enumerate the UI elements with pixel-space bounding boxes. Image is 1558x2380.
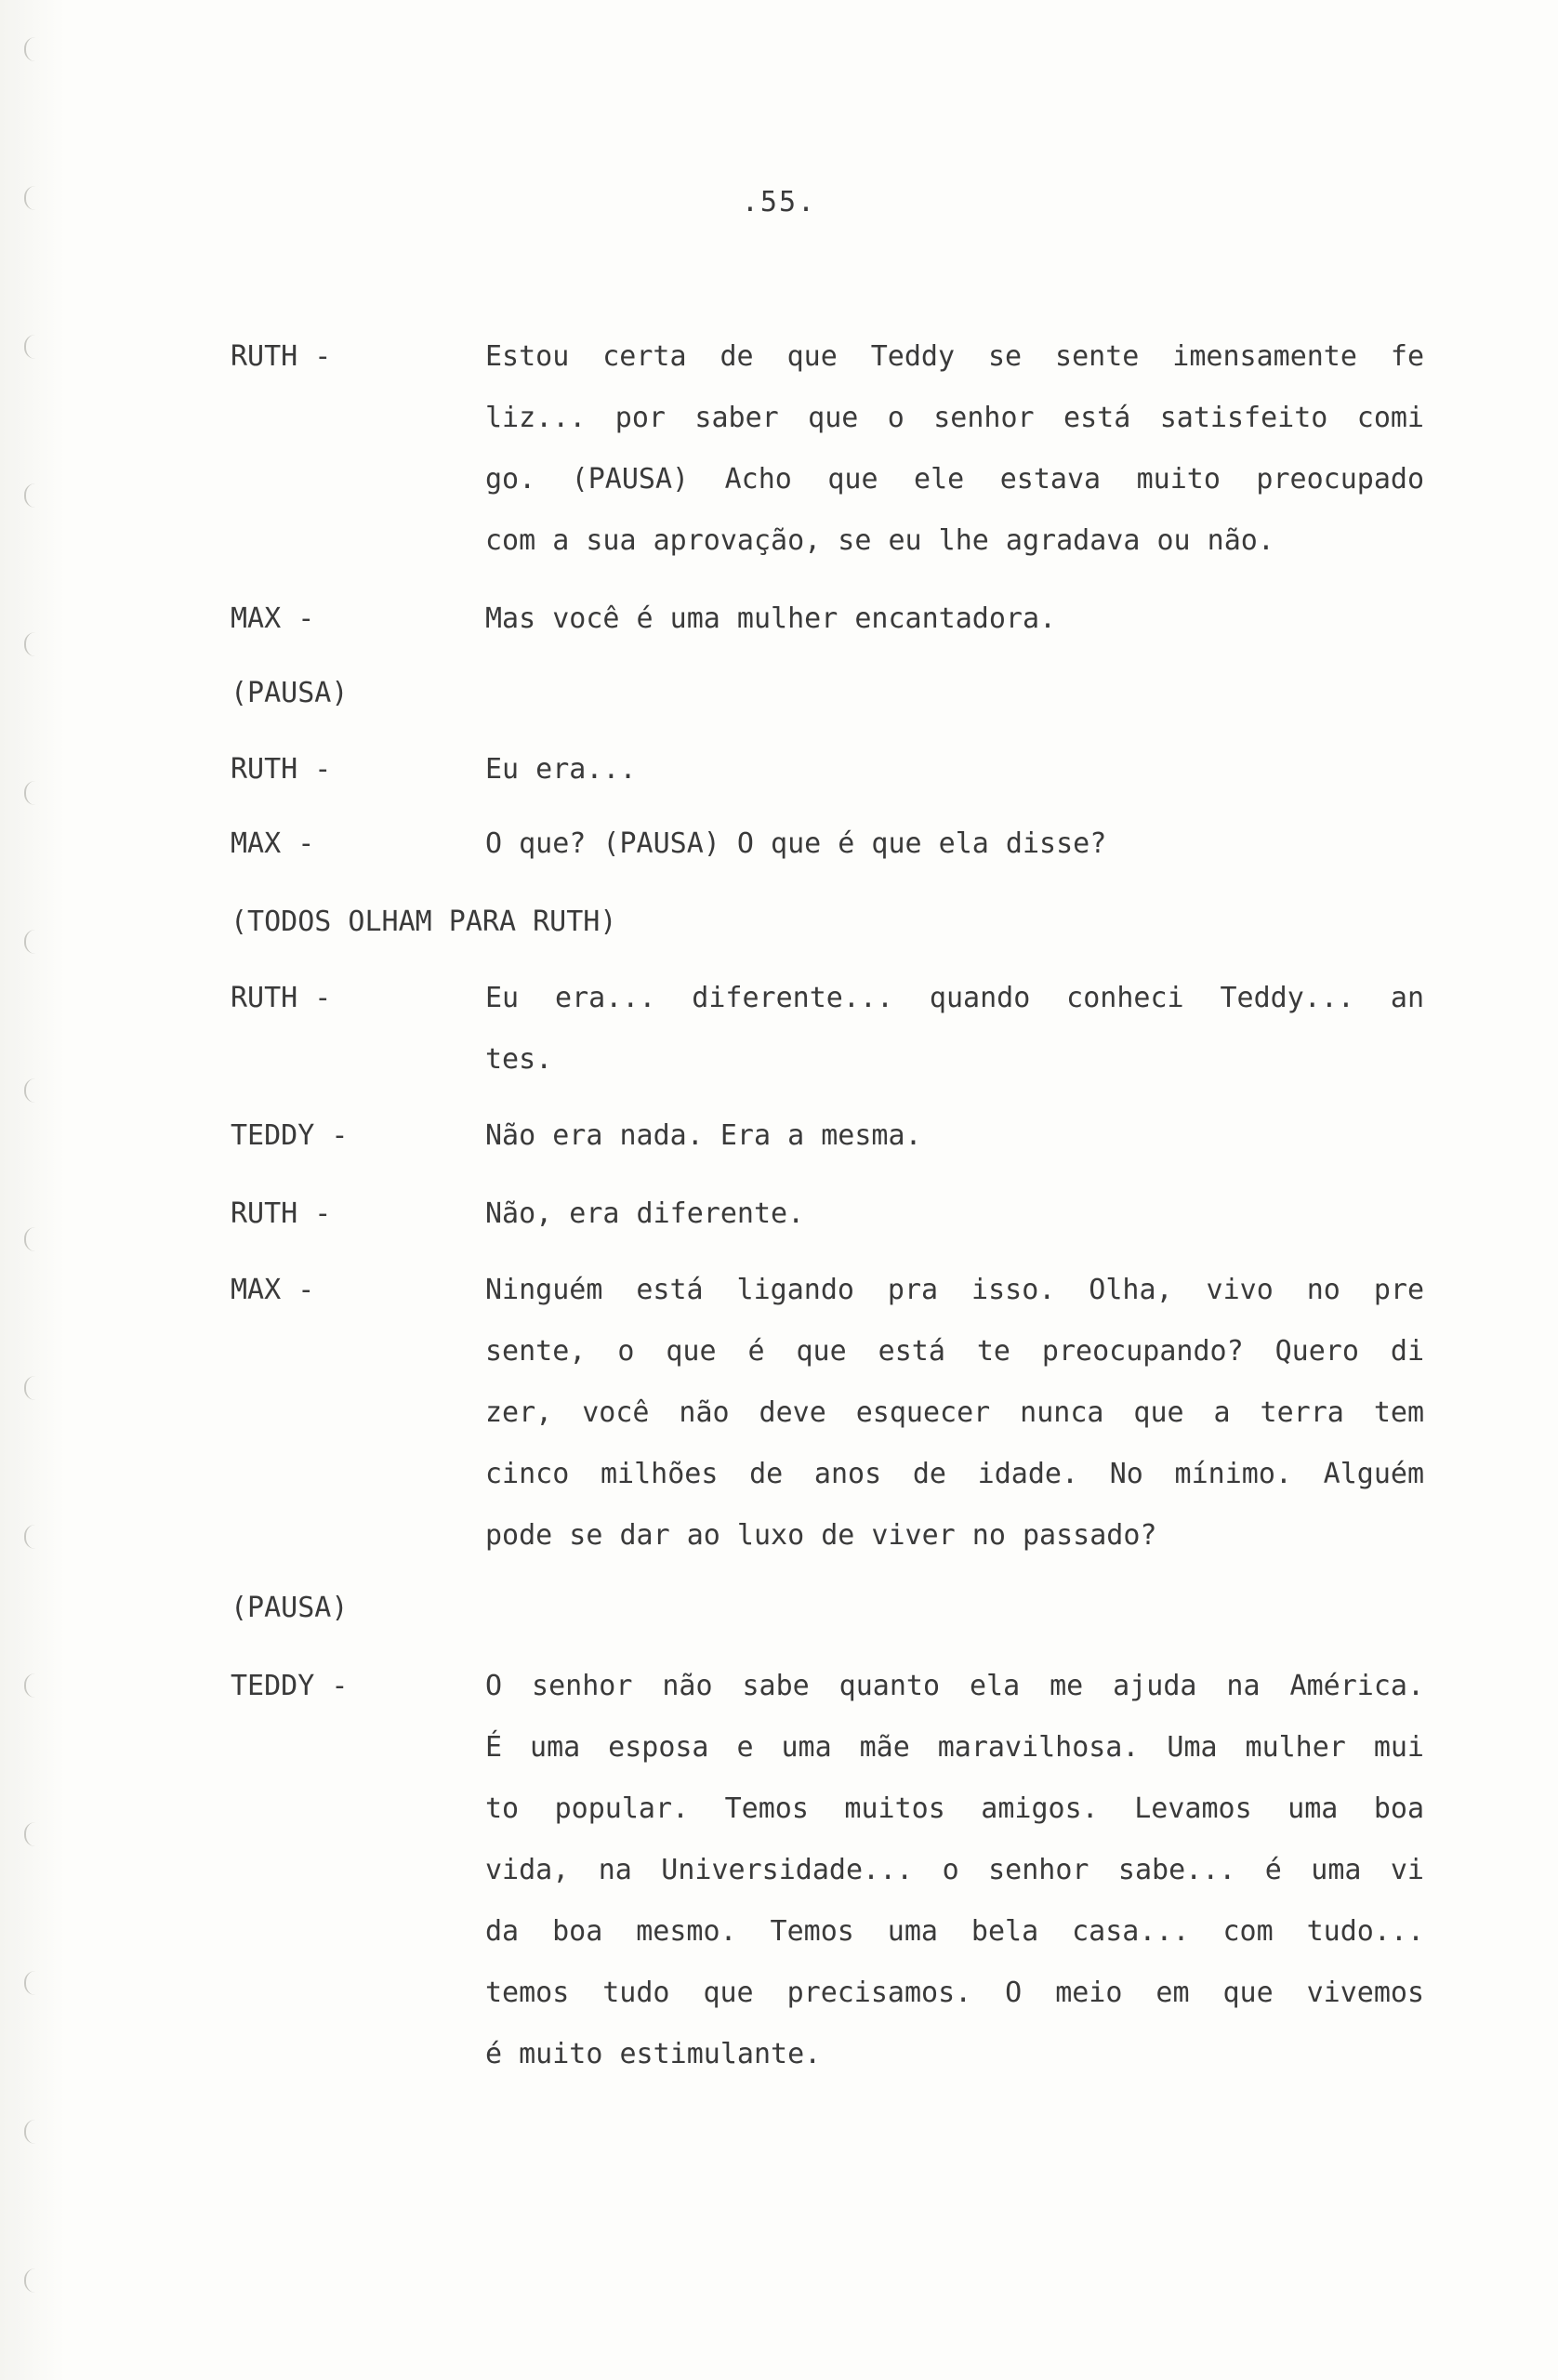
speaker-max: MAX - [231,1274,315,1306]
page-number: .55. [741,186,817,218]
dialogue-line: Eu era... diferente... quando conheci Teddy... an [485,982,1424,1014]
stage-direction: (PAUSA) [231,1592,349,1624]
dialogue-line: liz... por saber que o senhor está satisfeito comi [485,402,1424,434]
dialogue-line: Não era nada. Era a mesma. [485,1119,922,1152]
dialogue-line: Eu era... [485,753,637,786]
dialogue-line: Mas você é uma mulher encantadora. [485,602,1057,635]
binding-ring [24,37,39,61]
dialogue-line: cinco milhões de anos de idade. No mínimo. Alguém [485,1458,1424,1490]
binding-margin [0,0,65,2380]
binding-ring [24,1376,39,1400]
dialogue-line: É uma esposa e uma mãe maravilhosa. Uma mulher mui [485,1731,1424,1764]
speaker-ruth: RUTH - [231,1197,332,1230]
binding-ring [24,2268,39,2293]
dialogue-line: temos tudo que precisamos. O meio em que vivemos [485,1977,1424,2009]
binding-ring [24,632,39,656]
binding-ring [24,1971,39,1995]
speaker-teddy: TEDDY - [231,1119,349,1152]
dialogue-line: O que? (PAUSA) O que é que ela disse? [485,827,1107,860]
binding-ring [24,930,39,954]
dialogue-line: Estou certa de que Teddy se sente imensamente fe [485,340,1424,373]
binding-ring [24,2120,39,2144]
speaker-max: MAX - [231,602,315,635]
dialogue-line: tes. [485,1043,553,1076]
stage-direction: (TODOS OLHAM PARA RUTH) [231,906,617,938]
dialogue-line: to popular. Temos muitos amigos. Levamos uma boa [485,1792,1424,1825]
stage-direction: (PAUSA) [231,677,349,709]
dialogue-line: pode se dar ao luxo de viver no passado? [485,1519,1157,1552]
binding-ring [24,335,39,359]
speaker-ruth: RUTH - [231,340,332,373]
binding-ring [24,781,39,805]
binding-ring [24,1673,39,1698]
speaker-teddy: TEDDY - [231,1670,349,1702]
dialogue-line: Ninguém está ligando pra isso. Olha, vivo no pre [485,1274,1424,1306]
binding-ring [24,483,39,508]
dialogue-line: vida, na Universidade... o senhor sabe... é uma vi [485,1854,1424,1886]
dialogue-line: com a sua aprovação, se eu lhe agradava ou não. [485,524,1274,557]
dialogue-line: zer, você não deve esquecer nunca que a terra tem [485,1396,1424,1429]
dialogue-line: go. (PAUSA) Acho que ele estava muito preocupado [485,463,1424,496]
dialogue-line: é muito estimulante. [485,2038,822,2070]
dialogue-line: Não, era diferente. [485,1197,805,1230]
dialogue-line: sente, o que é que está te preocupando? Quero di [485,1335,1424,1368]
speaker-ruth: RUTH - [231,982,332,1014]
binding-ring [24,1078,39,1103]
dialogue-line: O senhor não sabe quanto ela me ajuda na América. [485,1670,1424,1702]
binding-ring [24,1822,39,1846]
dialogue-line: da boa mesmo. Temos uma bela casa... com tudo... [485,1915,1424,1948]
speaker-ruth: RUTH - [231,753,332,786]
speaker-max: MAX - [231,827,315,860]
binding-ring [24,1525,39,1549]
binding-ring [24,1227,39,1251]
